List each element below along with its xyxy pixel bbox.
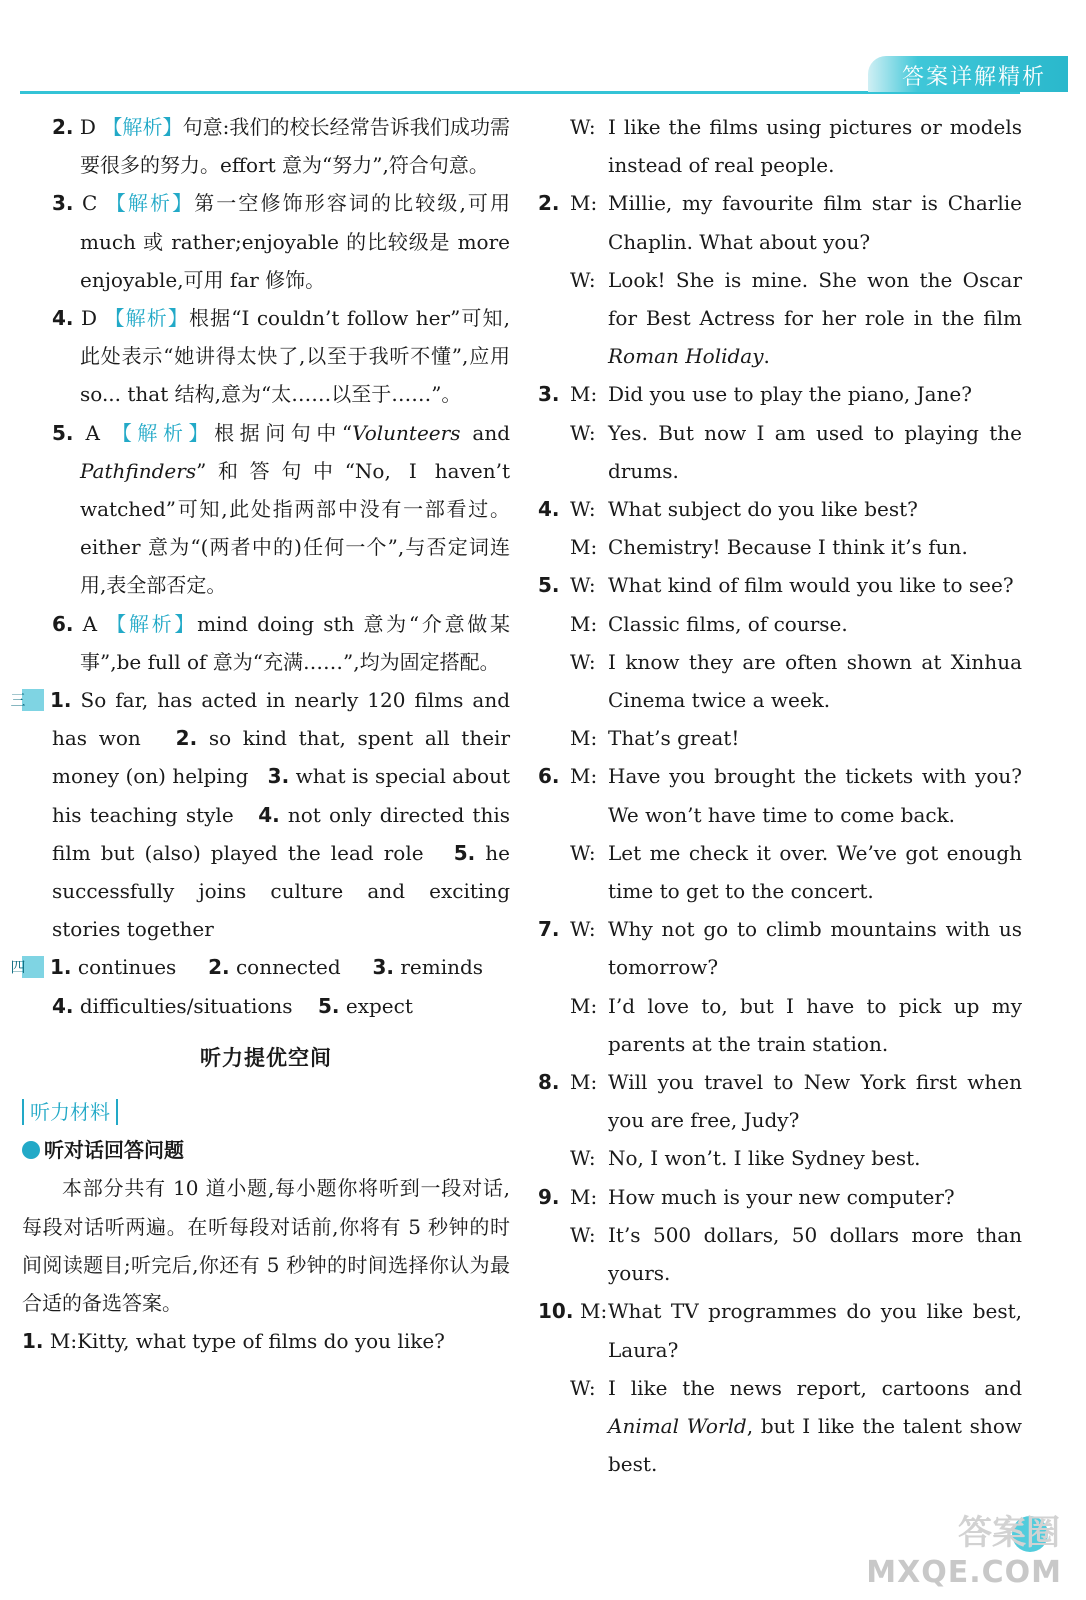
dialogue-line bbox=[538, 757, 1022, 833]
sub-title: 听对话回答问题 bbox=[44, 1138, 184, 1163]
dialogue-text: Why not go to climb mountains with us tomorrow? bbox=[608, 917, 1022, 980]
dialogue-line bbox=[538, 1063, 1022, 1139]
dialogue-line bbox=[538, 1139, 1022, 1177]
film-title: Pathfinders bbox=[80, 458, 197, 483]
dialogue-text: I’d love to, but I have to pick up my parents at the train station. bbox=[608, 993, 1022, 1056]
dialogue-text: Millie, my favourite film star is Charlie Chaplin. What about you? bbox=[608, 191, 1022, 254]
part-number: 1. bbox=[50, 688, 72, 713]
analysis-tag: 【解析】 bbox=[105, 191, 195, 216]
part-text: difficulties/situations bbox=[79, 993, 293, 1018]
speaker: W: bbox=[570, 1146, 596, 1171]
title-italic: Animal World bbox=[608, 1413, 747, 1438]
dialogue-text: That’s great! bbox=[608, 726, 740, 751]
speaker: M: bbox=[570, 611, 598, 636]
dialogue-line bbox=[538, 1369, 1022, 1484]
dialogue-text: How much is your new computer? bbox=[608, 1184, 955, 1209]
header-title: 答案详解精析 bbox=[901, 65, 1046, 90]
part-text: he successfully joins culture and exciting stories together bbox=[52, 840, 511, 942]
dialogue-text: I like the news report, cartoons and bbox=[608, 1375, 1022, 1400]
dialogue-line bbox=[538, 719, 1022, 757]
speaker: M: bbox=[570, 1070, 598, 1095]
part-text: So far, has acted in nearly 120 films and has won bbox=[52, 688, 511, 751]
item-number: 4. bbox=[52, 306, 74, 331]
answer-item-5 bbox=[22, 414, 510, 605]
item-answer: C bbox=[81, 191, 98, 216]
question-number: 5. bbox=[538, 573, 560, 598]
dialogue-line bbox=[538, 910, 1022, 986]
speaker: W: bbox=[570, 840, 596, 865]
answer-item-6 bbox=[22, 605, 510, 681]
speaker: M: bbox=[49, 1329, 78, 1354]
speaker: M: bbox=[570, 191, 598, 216]
question-number: 2. bbox=[538, 191, 560, 216]
dialogue-text: I know they are often shown at Xinhua Cinema twice a week. bbox=[608, 649, 1022, 713]
speaker: M: bbox=[570, 1184, 598, 1209]
dialogue-line bbox=[538, 375, 1022, 413]
part-number: 5. bbox=[318, 993, 340, 1018]
speaker: W: bbox=[570, 115, 596, 139]
speaker: W: bbox=[570, 649, 596, 674]
question-number: 8. bbox=[538, 1070, 560, 1095]
part-number: 4. bbox=[258, 802, 280, 827]
part-number: 3. bbox=[267, 764, 290, 789]
dialogue-line bbox=[538, 414, 1022, 490]
speaker: W: bbox=[570, 1222, 596, 1247]
dialogue-text: Have you brought the tickets with you? We won’t have time to come back. bbox=[608, 764, 1022, 827]
dialogue-text: I like the films using pictures or models instead of real people. bbox=[608, 115, 1022, 178]
section-4 bbox=[10, 948, 510, 1024]
right-column bbox=[538, 108, 1022, 1483]
dialogue-text: Yes. But now I am used to playing the drums. bbox=[608, 420, 1022, 483]
speaker: W: bbox=[570, 497, 596, 522]
question-number: 6. bbox=[538, 764, 560, 789]
dialogue-line bbox=[538, 834, 1022, 910]
speaker: M: bbox=[570, 535, 598, 560]
item-number: 3. bbox=[52, 191, 74, 216]
dialogue-text: What subject do you like best? bbox=[608, 497, 918, 522]
dialogue-text: What TV programmes do you like best, Laura? bbox=[608, 1299, 1022, 1362]
item-text: ”和答句中“No, I haven’t watched”可知,此处指两部中没有一部看过。either 意为“(两者中的)任何一个”,与否定词连用,表全部否定。 bbox=[80, 458, 510, 598]
dialogue-line bbox=[538, 1216, 1022, 1292]
dialogue-line bbox=[538, 1178, 1022, 1216]
speaker: M: bbox=[570, 726, 598, 751]
dialogue-text: Look! She is mine. She won the Oscar for Best Actress for her role in the film bbox=[608, 267, 1022, 331]
dialogue-line bbox=[538, 108, 1022, 184]
item-text: mind doing sth 意为“介意做某事”,be full of 意为“充满……”,均为固定搭配。 bbox=[80, 611, 511, 674]
item-answer: A bbox=[82, 611, 98, 636]
dialogue-text: , but I like the talent show best. bbox=[608, 1413, 1022, 1477]
part-number: 5. bbox=[453, 840, 476, 865]
material-row bbox=[22, 1093, 510, 1131]
speaker: M: bbox=[580, 1299, 608, 1324]
analysis-tag: 【解析】 bbox=[106, 611, 198, 636]
speaker: M: bbox=[570, 993, 598, 1018]
answer-item-2 bbox=[22, 108, 510, 184]
part-number: 1. bbox=[50, 955, 72, 980]
item-text: 句意:我们的校长经常告诉我们成功需要很多的努力。effort 意为“努力”,符合句意。 bbox=[80, 115, 511, 178]
part-text: continues bbox=[77, 955, 177, 980]
sub-title-row bbox=[22, 1131, 510, 1169]
left-column bbox=[10, 108, 511, 1361]
item-number: 6. bbox=[52, 611, 74, 636]
part-number: 3. bbox=[372, 955, 394, 980]
dialogue-line bbox=[538, 490, 1022, 528]
item-answer: D bbox=[79, 115, 96, 139]
dialogue-q1 bbox=[22, 1322, 510, 1360]
dialogue-text: Will you travel to New York first when you are free, Judy? bbox=[608, 1070, 1022, 1133]
dialogue-text: Chemistry! Because I think it’s fun. bbox=[608, 535, 968, 560]
dialogue-text: Let me check it over. We’ve got enough time to get to the concert. bbox=[608, 840, 1022, 904]
item-answer: A bbox=[85, 420, 100, 445]
answer-item-4 bbox=[22, 299, 510, 414]
part-text: connected bbox=[235, 955, 341, 980]
question-number: 10. bbox=[538, 1299, 574, 1324]
question-number: 9. bbox=[538, 1184, 560, 1209]
item-text: 第一空修饰形容词的比较级,可用 much 或 rather;enjoyable 的比较级是 more enjoyable,可用 far 修饰。 bbox=[80, 191, 511, 292]
material-tag: 听力材料 bbox=[22, 1099, 118, 1125]
item-number: 2. bbox=[52, 115, 74, 139]
answer-item-3 bbox=[22, 184, 510, 299]
watermark-logo-text: 答案圈 bbox=[958, 1513, 1060, 1553]
analysis-tag: 【解析】 bbox=[102, 115, 183, 139]
speaker: M: bbox=[570, 382, 598, 407]
section-3 bbox=[10, 681, 511, 948]
part-text: not only directed this film but (also) played the lead role bbox=[52, 802, 511, 865]
speaker: W: bbox=[570, 267, 596, 292]
part-number: 2. bbox=[175, 726, 198, 751]
part-text: reminds bbox=[400, 955, 484, 980]
question-number: 4. bbox=[538, 497, 560, 522]
item-text: 根据问句中“ bbox=[214, 420, 353, 445]
dialogue-line bbox=[538, 987, 1022, 1063]
part-number: 4. bbox=[52, 993, 74, 1018]
dialogue-text: It’s 500 dollars, 50 dollars more than yours. bbox=[608, 1222, 1022, 1286]
speaker-icon bbox=[22, 1141, 40, 1159]
section-mark: 四 bbox=[22, 956, 44, 978]
intro-paragraph: 本部分共有 10 道小题,每小题你将听到一段对话,每段对话听两遍。在听每段对话前,你将有 5 秒钟的时间阅读题目;听完后,你还有 5 秒钟的时间选择你认为最合适的备选答案。 bbox=[22, 1176, 510, 1316]
part-number: 2. bbox=[208, 955, 230, 980]
speaker: W: bbox=[570, 917, 596, 942]
item-text: and bbox=[460, 420, 510, 445]
dialogue-text: Did you use to play the piano, Jane? bbox=[608, 382, 972, 407]
page-header bbox=[0, 0, 1086, 96]
dialogue-line bbox=[538, 261, 1022, 376]
speaker: M: bbox=[570, 764, 598, 789]
watermark-text: MXQE.COM bbox=[866, 1555, 1062, 1590]
dialogue-line bbox=[538, 566, 1022, 604]
dialogue-text: What kind of film would you like to see? bbox=[608, 573, 1014, 598]
speaker: W: bbox=[570, 1375, 596, 1400]
title-italic: Roman Holiday bbox=[608, 344, 764, 369]
dialogue-line bbox=[538, 184, 1022, 260]
dialogue-text: . bbox=[763, 344, 770, 369]
dialogue-text: Kitty, what type of films do you like? bbox=[77, 1329, 445, 1354]
dialogue-line bbox=[538, 605, 1022, 643]
analysis-tag: 【解析】 bbox=[104, 306, 190, 331]
part-text: what is special about his teaching style bbox=[52, 764, 510, 827]
question-number: 1. bbox=[22, 1329, 44, 1354]
item-text: 根据“I couldn’t follow her”可知,此处表示“她讲得太快了,以至于我听不懂”,应用 so... that 结构,意为“太……以至于……”。 bbox=[80, 306, 511, 407]
dialogue-line bbox=[538, 1292, 1022, 1368]
dialogue-text: Classic films, of course. bbox=[608, 611, 848, 636]
speaker: W: bbox=[570, 420, 596, 445]
part-text: so kind that, spent all their money (on) helping bbox=[52, 726, 511, 789]
question-number: 3. bbox=[538, 382, 560, 407]
film-title: Volunteers bbox=[352, 420, 461, 445]
item-number: 5. bbox=[52, 420, 74, 445]
watermark bbox=[866, 1510, 1066, 1590]
dialogue-line bbox=[538, 528, 1022, 566]
section-title: 听力提优空间 bbox=[200, 1045, 332, 1070]
section-mark: 三 bbox=[22, 689, 44, 711]
item-answer: D bbox=[81, 306, 98, 331]
analysis-tag: 【解析】 bbox=[111, 420, 215, 445]
dialogue-text: No, I won’t. I like Sydney best. bbox=[608, 1146, 921, 1171]
dialogue-line bbox=[538, 643, 1022, 719]
part-text: expect bbox=[345, 993, 413, 1018]
speaker: W: bbox=[570, 573, 596, 598]
question-number: 7. bbox=[538, 917, 560, 942]
